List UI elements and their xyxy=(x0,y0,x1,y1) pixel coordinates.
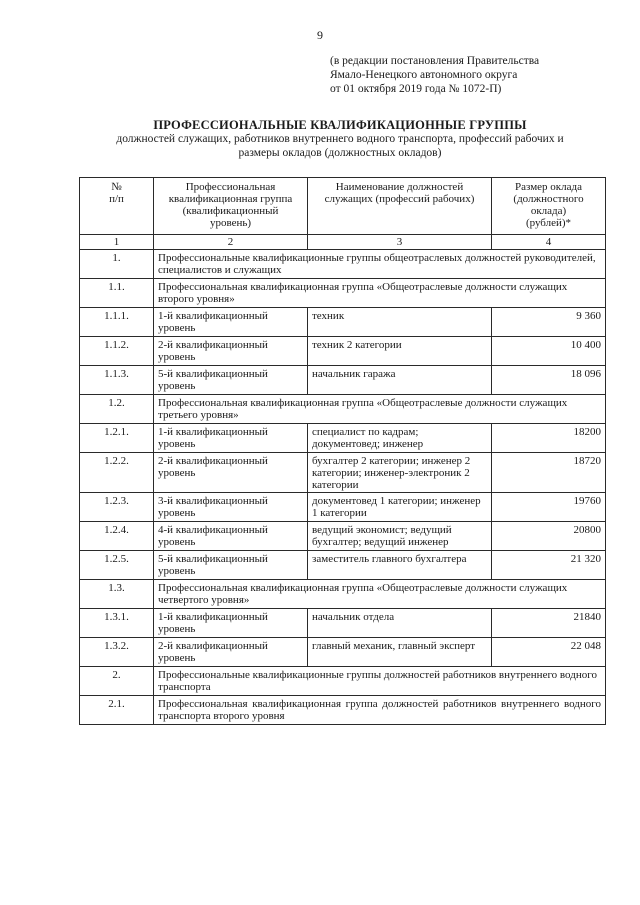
header-line: № xyxy=(111,181,122,193)
row-number: 1.1.2. xyxy=(80,337,154,366)
group-title: Профессиональная квалификационная группа должностей работников внутреннего водного транспорта второго уровня xyxy=(154,696,606,725)
qualification-level: 3-й квалификационный уровень xyxy=(154,493,308,522)
group-row xyxy=(80,580,606,609)
row-number: 1.2.4. xyxy=(80,522,154,551)
row-number: 2.1. xyxy=(80,696,154,725)
column-number: 3 xyxy=(308,235,492,250)
qualification-level: 2-й квалификационный уровень xyxy=(154,638,308,667)
group-title: Профессиональные квалификационные группы должностей работников внутреннего водного транспорта xyxy=(154,667,606,696)
header-line: Профессиональная xyxy=(185,181,276,193)
edition-note xyxy=(330,54,539,96)
salary-amount: 18720 xyxy=(492,453,606,493)
position-names: начальник гаража xyxy=(308,366,492,395)
header-salary xyxy=(492,178,606,235)
group-title: Профессиональная квалификационная группа «Общеотраслевые должности служащих второго уровня» xyxy=(154,279,606,308)
header-line: Размер оклада xyxy=(515,181,582,193)
position-names: начальник отдела xyxy=(308,609,492,638)
table-row xyxy=(80,308,606,337)
row-number: 1.1.1. xyxy=(80,308,154,337)
header-qualification-group xyxy=(154,178,308,235)
qualification-level: 5-й квалификационный уровень xyxy=(154,551,308,580)
group-row xyxy=(80,279,606,308)
document-title: ПРОФЕССИОНАЛЬНЫЕ КВАЛИФИКАЦИОННЫЕ ГРУППЫ xyxy=(153,118,527,132)
edition-note-line: Ямало-Ненецкого автономного округа xyxy=(330,69,518,81)
row-number: 1.1. xyxy=(80,279,154,308)
row-number: 1.2.5. xyxy=(80,551,154,580)
position-names: бухгалтер 2 категории; инженер 2 категории; инженер-электроник 2 категории xyxy=(308,453,492,493)
row-number: 1.2.1. xyxy=(80,424,154,453)
position-names: главный механик, главный эксперт xyxy=(308,638,492,667)
table-row xyxy=(80,638,606,667)
qualification-table xyxy=(79,177,606,725)
row-number: 2. xyxy=(80,667,154,696)
position-names: специалист по кадрам; документовед; инженер xyxy=(308,424,492,453)
table-row xyxy=(80,493,606,522)
header-line: служащих (профессий рабочих) xyxy=(324,193,475,205)
table-row xyxy=(80,551,606,580)
column-number: 2 xyxy=(154,235,308,250)
salary-amount: 18 096 xyxy=(492,366,606,395)
qualification-level: 1-й квалификационный уровень xyxy=(154,609,308,638)
salary-amount: 21840 xyxy=(492,609,606,638)
table-row xyxy=(80,337,606,366)
document-title-block xyxy=(80,118,600,160)
position-names: техник 2 категории xyxy=(308,337,492,366)
column-number-row xyxy=(80,235,606,250)
page-number: 9 xyxy=(317,28,323,42)
salary-amount: 19760 xyxy=(492,493,606,522)
document-subtitle-line: должностей служащих, работников внутреннего водного транспорта, профессий рабочих и xyxy=(116,133,564,145)
position-names: техник xyxy=(308,308,492,337)
row-number: 1. xyxy=(80,250,154,279)
qualification-level: 1-й квалификационный уровень xyxy=(154,424,308,453)
header-line: квалификационная группа xyxy=(168,193,293,205)
header-line: Наименование должностей xyxy=(335,181,464,193)
header-line: (рублей)* xyxy=(525,217,572,229)
salary-amount: 10 400 xyxy=(492,337,606,366)
document-subtitle-line: размеры окладов (должностных окладов) xyxy=(238,147,442,159)
qualification-level: 5-й квалификационный уровень xyxy=(154,366,308,395)
group-title: Профессиональная квалификационная группа «Общеотраслевые должности служащих четвертого уровня» xyxy=(154,580,606,609)
row-number: 1.2.3. xyxy=(80,493,154,522)
salary-amount: 20800 xyxy=(492,522,606,551)
qualification-level: 1-й квалификационный уровень xyxy=(154,308,308,337)
header-line: (квалификационный xyxy=(182,205,279,217)
header-line: уровень) xyxy=(209,217,252,229)
row-number: 1.3.2. xyxy=(80,638,154,667)
group-row xyxy=(80,696,606,725)
salary-amount: 9 360 xyxy=(492,308,606,337)
header-line: оклада) xyxy=(530,205,567,217)
salary-amount: 21 320 xyxy=(492,551,606,580)
group-row xyxy=(80,667,606,696)
row-number: 1.2. xyxy=(80,395,154,424)
group-row xyxy=(80,250,606,279)
group-title: Профессиональные квалификационные группы общеотраслевых должностей руководителей, специалистов и служащих xyxy=(154,250,606,279)
edition-note-line: (в редакции постановления Правительства xyxy=(330,55,540,67)
qualification-level: 4-й квалификационный уровень xyxy=(154,522,308,551)
qualification-level: 2-й квалификационный уровень xyxy=(154,337,308,366)
header-position-name xyxy=(308,178,492,235)
row-number: 1.3.1. xyxy=(80,609,154,638)
table-row xyxy=(80,366,606,395)
column-number: 1 xyxy=(80,235,154,250)
table-row xyxy=(80,424,606,453)
position-names: заместитель главного бухгалтера xyxy=(308,551,492,580)
header-line: п/п xyxy=(109,193,124,205)
header-line: (должностного xyxy=(513,193,584,205)
table-row xyxy=(80,609,606,638)
row-number: 1.2.2. xyxy=(80,453,154,493)
table-row xyxy=(80,453,606,493)
row-number: 1.1.3. xyxy=(80,366,154,395)
column-number: 4 xyxy=(492,235,606,250)
group-title: Профессиональная квалификационная группа «Общеотраслевые должности служащих третьего уровня» xyxy=(154,395,606,424)
position-names: документовед 1 категории; инженер 1 категории xyxy=(308,493,492,522)
qualification-level: 2-й квалификационный уровень xyxy=(154,453,308,493)
table-row xyxy=(80,522,606,551)
salary-amount: 18200 xyxy=(492,424,606,453)
header-number xyxy=(80,178,154,235)
position-names: ведущий экономист; ведущий бухгалтер; ведущий инженер xyxy=(308,522,492,551)
row-number: 1.3. xyxy=(80,580,154,609)
salary-amount: 22 048 xyxy=(492,638,606,667)
table-header-row xyxy=(80,178,606,235)
group-row xyxy=(80,395,606,424)
edition-note-line: от 01 октября 2019 года № 1072-П) xyxy=(330,83,502,95)
